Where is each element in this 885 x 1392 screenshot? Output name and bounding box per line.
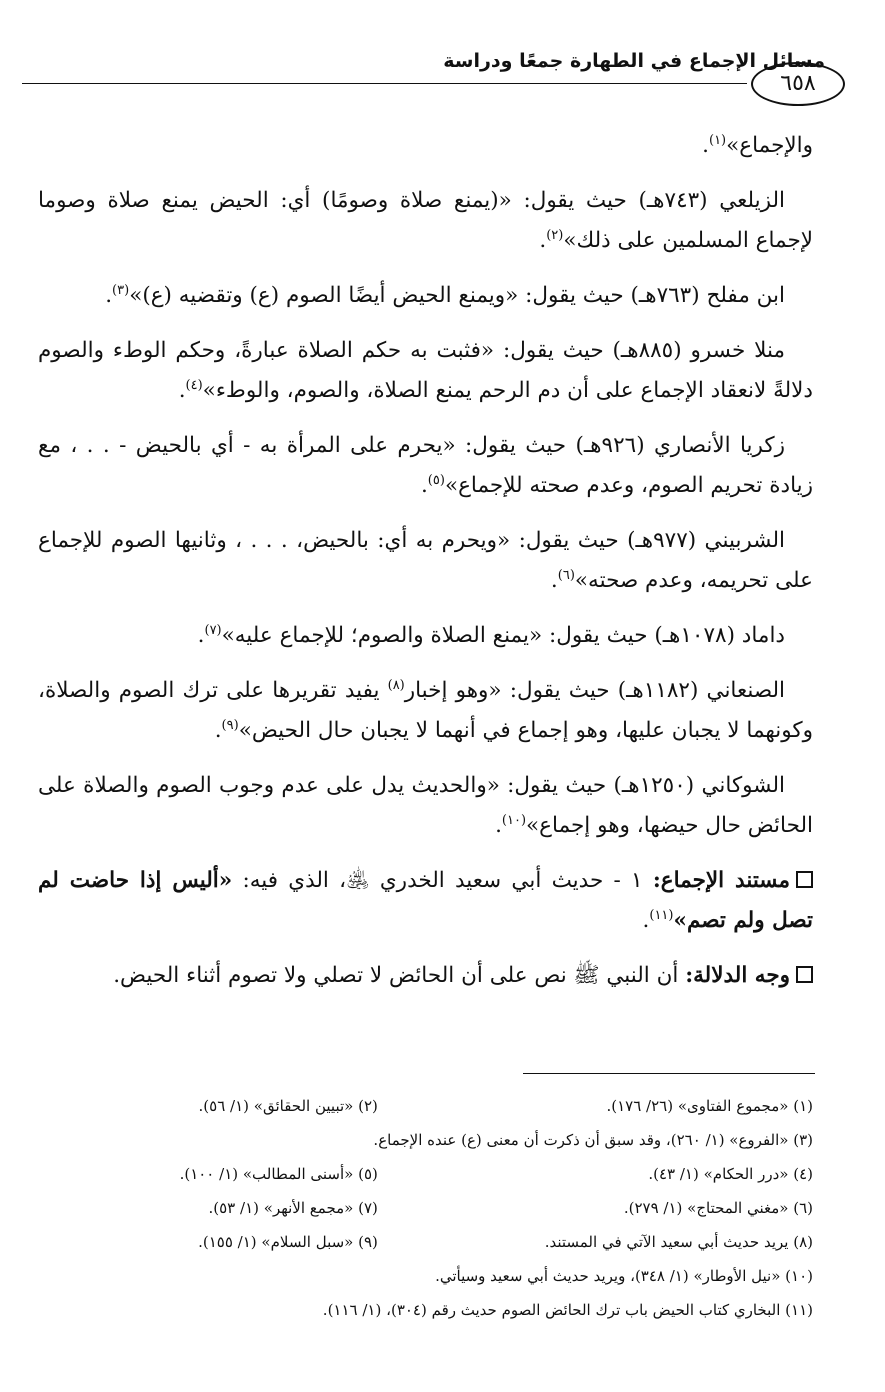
- paragraph: الشربيني (٩٧٧هـ) حيث يقول: «ويحرم به أي: بالحيض، . . . ، وثانيها الصوم للإجماع على تحريمه، وعدم صحته»$^{(٦)}$.: [38, 528, 813, 593]
- footnote: (٢) «تبيين الحقائق» (١/ ٥٦).: [198, 1097, 378, 1115]
- paragraph: داماد (١٠٧٨هـ) حيث يقول: «يمنع الصلاة والصوم؛ للإجماع عليه»$^{(٧)}$.: [197, 622, 785, 648]
- footnote-ref[interactable]: (١): [708, 132, 727, 148]
- footnote-row: [36, 1293, 813, 1327]
- header-rule: [22, 83, 747, 84]
- square-bullet-icon: [796, 966, 813, 983]
- footnote-row: [36, 1123, 813, 1157]
- footnote-ref[interactable]: (٣): [112, 282, 130, 298]
- footnote-separator: [523, 1073, 815, 1074]
- footnote: (٦) «مغني المحتاج» (١/ ٢٧٩).: [623, 1199, 813, 1217]
- paragraph: الشوكاني (١٢٥٠هـ) حيث يقول: «والحديث يدل على عدم وجوب الصوم والصلاة على الحائض حال حيضها، وهو إجماع»$^{(١٠)}$.: [38, 773, 813, 838]
- footnote-ref[interactable]: (٢): [546, 227, 564, 243]
- footnote: (١٠) «نيل الأوطار» (١/ ٣٤٨)، ويريد حديث أبي سعيد وسيأتي.: [435, 1267, 813, 1285]
- footnote-row: [36, 1225, 813, 1259]
- footnote: (١) «مجموع الفتاوى» (٢٦/ ١٧٦).: [606, 1097, 813, 1115]
- main-text: [38, 126, 813, 1011]
- footnote-row: [36, 1259, 813, 1293]
- footnotes: [36, 1089, 813, 1327]
- footnote-row: [36, 1157, 813, 1191]
- paragraph: الزيلعي (٧٤٣هـ) حيث يقول: «(يمنع صلاة وصومًا) أي: الحيض يمنع صلاة وصوما لإجماع المسلمين على ذلك»$^{(٢)}$.: [38, 188, 813, 253]
- page-title: مسائل الإجماع في الطهارة جمعًا ودراسة: [443, 50, 825, 72]
- square-bullet-icon: [796, 871, 813, 888]
- footnote: (٧) «مجمع الأنهر» (١/ ٥٣).: [208, 1199, 378, 1217]
- page-header: [22, 36, 845, 110]
- paragraph: زكريا الأنصاري (٩٢٦هـ) حيث يقول: «يحرم على المرأة به - أي بالحيض - . . ، مع زيادة تحريم الصوم، وعدم صحته للإجماع»$^{(٥)}$.: [38, 433, 813, 498]
- paragraph: ابن مفلح (٧٦٣هـ) حيث يقول: «ويمنع الحيض أيضًا الصوم (ع) وتقضيه (ع)»$^{(٣)}$.: [105, 282, 785, 308]
- footnote: (٣) «الفروع» (١/ ٢٦٠)، وقد سبق أن ذكرت أن معنى (ع) عنده الإجماع.: [373, 1131, 813, 1149]
- footnote-ref[interactable]: (٤): [185, 377, 203, 393]
- inference-paragraph: وجه الدلالة: أن النبي ﷺ نص على أن الحائض لا تصلي ولا تصوم أثناء الحيض.: [38, 956, 813, 996]
- footnote: (١١) البخاري كتاب الحيض باب ترك الحائض الصوم حديث رقم (٣٠٤)، (١/ ١١٦).: [322, 1301, 813, 1319]
- evidence-paragraph: مستند الإجماع: ١ - حديث أبي سعيد الخدري ﵁، الذي فيه: «أليس إذا حاضت لم تصل ولم تصم»$^{(١١)}$.: [38, 868, 813, 933]
- footnote-ref[interactable]: (٦): [557, 567, 575, 583]
- footnote: (٨) يريد حديث أبي سعيد الآتي في المستند.: [544, 1233, 813, 1251]
- footnote-ref[interactable]: (٩): [221, 717, 239, 733]
- footnote-ref[interactable]: (١١): [649, 907, 674, 923]
- footnote-ref[interactable]: (٧): [204, 622, 222, 638]
- footnote-ref[interactable]: (١٠): [501, 812, 527, 828]
- footnote: (٩) «سبل السلام» (١/ ١٥٥).: [198, 1233, 378, 1251]
- page-number: ٦٥٨: [751, 62, 845, 106]
- paragraph: الصنعاني (١١٨٢هـ) حيث يقول: «وهو إخبار$^{(٨)}$ يفيد تقريرها على ترك الصوم والصلاة، وكونهما لا يجبان عليها، وهو إجماع في أنهما لا يجبان حال الحيض»$^{(٩)}$.: [38, 677, 813, 743]
- paragraph: منلا خسرو (٨٨٥هـ) حيث يقول: «فثبت به حكم الصلاة عبارةً، وحكم الوطء والصوم دلالةً لانعقاد الإجماع على أن دم الرحم يمنع الصلاة، والصوم، والوطء»$^{(٤)}$.: [38, 338, 813, 403]
- footnote-ref[interactable]: (٥): [427, 472, 445, 488]
- inference-label: وجه الدلالة:: [685, 963, 790, 988]
- footnote: (٥) «أسنى المطالب» (١/ ١٠٠).: [179, 1165, 378, 1183]
- footnote-row: [36, 1191, 813, 1225]
- evidence-label: مستند الإجماع:: [652, 868, 790, 893]
- footnote-row: [36, 1089, 813, 1123]
- footnote: (٤) «درر الحكام» (١/ ٤٣).: [648, 1165, 813, 1183]
- hadith-quote: «أليس إذا حاضت لم تصل ولم تصم»: [38, 868, 813, 933]
- footnote-ref[interactable]: (٨): [387, 677, 405, 693]
- paragraph: والإجماع»$^{(١)}$.: [702, 132, 813, 158]
